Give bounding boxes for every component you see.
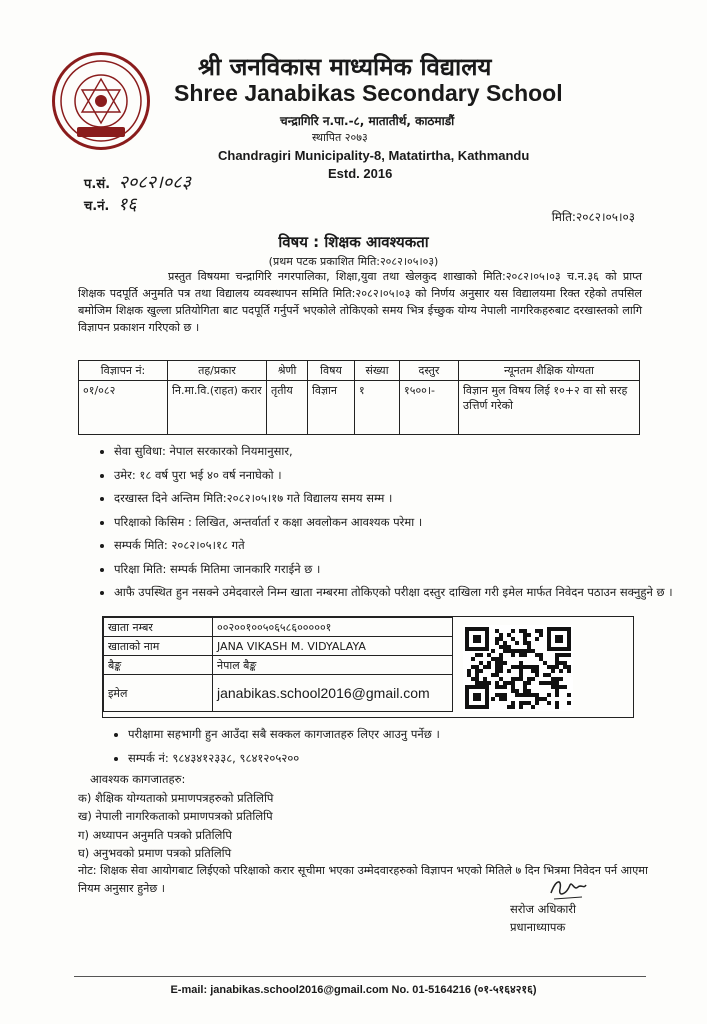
list-item: ख) नेपाली नागरिकताको प्रमाणपत्रको प्रतिलिपि bbox=[78, 809, 273, 824]
pasa-value: २०८२।०८३ bbox=[118, 172, 191, 193]
conditions-list bbox=[96, 440, 674, 601]
table-cell: १५००।- bbox=[400, 381, 459, 435]
account-name: JANA VIKASH M. VIDYALAYA bbox=[213, 637, 453, 656]
list-item: • परीक्षामा सहभागी हुन आउँदा सबै सक्कल कागजातहरु लिएर आउनु पर्नेछ । bbox=[128, 722, 668, 746]
address-english: Chandragiri Municipality-8, Matatirtha, Kathmandu bbox=[218, 148, 530, 163]
table-cell: नि.मा.वि.(राहत) करार bbox=[168, 381, 267, 435]
list-item: • आफै उपस्थित हुन नसक्ने उमेदवारले निम्न खाता नम्बरमा तोकिएको परीक्षा दस्तुर दाखिला गरी इमेल मार्फत निवेदन पठाउन सक्नुहुने छ । bbox=[114, 581, 674, 601]
list-item: ग) अध्यापन अनुमति पत्रको प्रतिलिपि bbox=[78, 827, 232, 842]
vacancy-table bbox=[78, 360, 640, 435]
list-item: • परिक्षा मिति: सम्पर्क मितिमा जानकारि गराईने छ । bbox=[114, 558, 674, 582]
table-row bbox=[104, 675, 453, 712]
list-item: घ) अनुभवको प्रमाण पत्रको प्रतिलिपि bbox=[78, 846, 232, 861]
school-name-nepali: श्री जनविकास माध्यमिक विद्यालय bbox=[198, 53, 492, 81]
list-item: क) शैक्षिक योग्यताको प्रमाणपत्रहरुको प्रतिलिपि bbox=[78, 790, 274, 805]
header-cell: संख्या bbox=[355, 361, 400, 381]
table-cell: तृतीय bbox=[267, 381, 308, 435]
table-row bbox=[104, 637, 453, 656]
list-item: • सम्पर्क मिति: २०८२।०५।१८ गते bbox=[114, 534, 674, 558]
school-name-english: Shree Janabikas Secondary School bbox=[174, 80, 563, 106]
list-item: • सम्पर्क नं: ९८४३४१२३३८, ९८४१२०५२०० bbox=[128, 746, 668, 770]
list-item: • सेवा सुविधा: नेपाल सरकारको नियमानुसार, bbox=[114, 440, 674, 464]
bank-label: इमेल bbox=[104, 675, 213, 712]
logo-emblem-icon bbox=[55, 55, 147, 147]
list-item: • उमेर: १८ वर्ष पुरा भई ४० वर्ष ननाघेको । bbox=[114, 464, 674, 488]
address-nepali: चन्द्रागिरि न.पा.-८, मातातीर्थ, काठमाडौं bbox=[280, 114, 455, 128]
chana-value: १६ bbox=[117, 194, 137, 215]
intro-paragraph: प्रस्तुत विषयमा चन्द्रागिरि नगरपालिका, शिक्षा,युवा तथा खेलकुद शाखाको मिति:२०८२।०५।०३ च.न.३६ को प्राप्त शिक्षक पदपूर्ति अनुमति पत्र तथा विद्यालय व्यवस्थापन समिति मिति:२०८२।०५।०३ को निर्णय अनुसार यस विद्यालयमा रिक्त रहेको तपसिल बमोजिम शिक्षक खुल्ला प्रतियोगिता बाट पदपूर्ति गर्नुपर्ने भएकोले तोकिएको समय भित्र ईच्छुक योग्य नेपाली नागरिकहरुबाट दरखास्तको लागि विज्ञापन प्रकाशन गरिएको छ । bbox=[78, 270, 642, 334]
chana-label: च.नं. bbox=[84, 199, 110, 214]
list-item: • परिक्षाको किसिम : लिखित, अन्तर्वार्ता र कक्षा अवलोकन आवश्यक परेमा । bbox=[114, 511, 674, 535]
account-number: ००२००१००५०६५८६०००००१ bbox=[213, 618, 453, 637]
required-documents bbox=[78, 770, 273, 863]
table-cell: विज्ञान bbox=[308, 381, 355, 435]
bank-label: खाता नम्बर bbox=[104, 618, 213, 637]
footer-contact: E-mail: janabikas.school2016@gmail.com No. 01-5164216 (०१-५१६४२१६) bbox=[170, 984, 537, 996]
table-row bbox=[104, 656, 453, 675]
table-cell: ०१/०८२ bbox=[79, 381, 168, 435]
bank-details-box bbox=[102, 616, 634, 718]
table-row bbox=[104, 618, 453, 637]
table-cell: विज्ञान मुल विषय लिई १०+२ वा सो सरह उत्तिर्ण गरेको bbox=[459, 381, 640, 435]
reference-chana bbox=[84, 192, 137, 216]
signature-icon bbox=[548, 875, 588, 903]
note-paragraph: नोट: शिक्षक सेवा आयोगबाट लिईएको परिक्षाको करार सूचीमा भएका उम्मेदवारहरुको विज्ञापन भएको मितिले ७ दिन भित्रमा निवेदन पर्न आएमा नियम अनुसार हुनेछ । bbox=[78, 864, 648, 895]
email-value: janabikas.school2016@gmail.com bbox=[213, 675, 453, 712]
table-row bbox=[79, 381, 640, 435]
footer-divider bbox=[74, 976, 646, 977]
bank-label: बैङ्क bbox=[104, 656, 213, 675]
header-cell: न्यूनतम शैक्षिक योग्यता bbox=[459, 361, 640, 381]
header-cell: दस्तुर bbox=[400, 361, 459, 381]
established-nepali: स्थापित २०७३ bbox=[312, 131, 368, 144]
table-header-row bbox=[79, 361, 640, 381]
pasa-label: प.सं. bbox=[84, 177, 111, 192]
header-cell: विज्ञापन नं: bbox=[79, 361, 168, 381]
qr-code-icon bbox=[463, 625, 573, 711]
header-cell: तह/प्रकार bbox=[168, 361, 267, 381]
table-cell: १ bbox=[355, 381, 400, 435]
conditions-list-2 bbox=[110, 722, 668, 770]
letter-date: मिति:२०८२।०५।०३ bbox=[551, 210, 635, 224]
subject-heading: विषय : शिक्षक आवश्यकता bbox=[278, 233, 429, 251]
documents-title: आवश्यक कागजातहरु: bbox=[90, 772, 186, 786]
school-logo bbox=[52, 52, 150, 150]
established-english: Estd. 2016 bbox=[328, 166, 393, 181]
header-cell: विषय bbox=[308, 361, 355, 381]
reference-pasa bbox=[84, 170, 191, 194]
bank-label: खाताको नाम bbox=[104, 637, 213, 656]
bank-name: नेपाल बैङ्क bbox=[213, 656, 453, 675]
published-date: (प्रथम पटक प्रकाशित मिति:२०८२।०५।०३) bbox=[268, 255, 439, 268]
signatory-name: सरोज अधिकारी bbox=[510, 902, 576, 916]
bank-table bbox=[103, 617, 453, 712]
signatory-title: प्रधानाध्यापक bbox=[510, 920, 566, 934]
list-item: • दरखास्त दिने अन्तिम मिति:२०८२।०५।१७ गते विद्यालय समय सम्म । bbox=[114, 487, 674, 511]
header-cell: श्रेणी bbox=[267, 361, 308, 381]
signatory-block bbox=[510, 900, 576, 936]
